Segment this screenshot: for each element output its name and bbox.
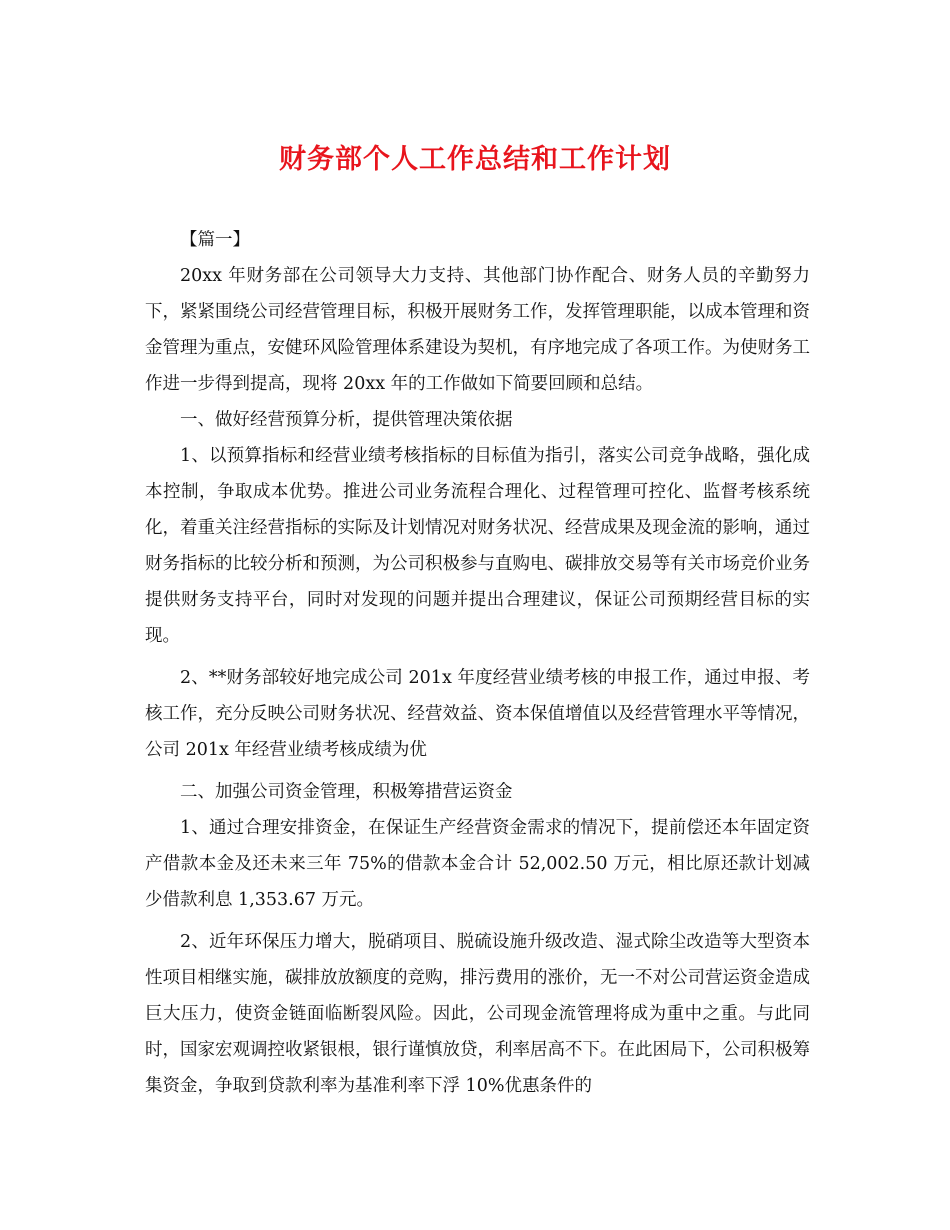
paragraph-2-1: 1、通过合理安排资金，在保证生产经营资金需求的情况下，提前偿还本年固定资产借款本金及还未来三年 75%的借款本金合计 52,002.50 万元，相比原还款计划减少借款利息 1,353.67 万元。 bbox=[145, 818, 810, 910]
section-heading-2: 二、加强公司资金管理，积极筹措营运资金 bbox=[180, 782, 513, 802]
section-heading: 【篇一】 bbox=[180, 230, 250, 250]
paragraph-1-2: 2、**财务部较好地完成公司 201x 年度经营业绩考核的申报工作，通过申报、考核工作，充分反映公司财务状况、经营效益、资本保值增值以及经营管理水平等情况，公司 201x 年经营业绩考核成绩为优 bbox=[145, 668, 810, 760]
section-heading-1: 一、做好经营预算分析，提供管理决策依据 bbox=[180, 410, 513, 430]
paragraph-intro: 20xx 年财务部在公司领导大力支持、其他部门协作配合、财务人员的辛勤努力下，紧紧围绕公司经营管理目标，积极开展财务工作，发挥管理职能，以成本管理和资金管理为重点，安健环风险管理体系建设为契机，有序地完成了各项工作。为使财务工作进一步得到提高，现将 20xx 年的工作做如下简要回顾和总结。 bbox=[145, 266, 810, 394]
paragraph-1-1: 1、以预算指标和经营业绩考核指标的目标值为指引，落实公司竞争战略，强化成本控制，争取成本优势。推进公司业务流程合理化、过程管理可控化、监督考核系统化，着重关注经营指标的实际及计划情况对财务状况、经营成果及现金流的影响，通过财务指标的比较分析和预测，为公司积极参与直购电、碳排放交易等有关市场竞价业务提供财务支持平台，同时对发现的问题并提出合理建议，保证公司预期经营目标的实现。 bbox=[145, 446, 810, 646]
document-body bbox=[145, 222, 810, 1104]
document-title: 财务部个人工作总结和工作计划 bbox=[279, 144, 671, 175]
paragraph-2-2: 2、近年环保压力增大，脱硝项目、脱硫设施升级改造、湿式除尘改造等大型资本性项目相继实施，碳排放放额度的竞购，排污费用的涨价，无一不对公司营运资金造成巨大压力，使资金链面临断裂风险。因此，公司现金流管理将成为重中之重。与此同时，国家宏观调控收紧银根，银行谨慎放贷，利率居高不下。在此困局下，公司积极筹集资金，争取到贷款利率为基准利率下浮 10%优惠条件的 bbox=[145, 932, 810, 1096]
